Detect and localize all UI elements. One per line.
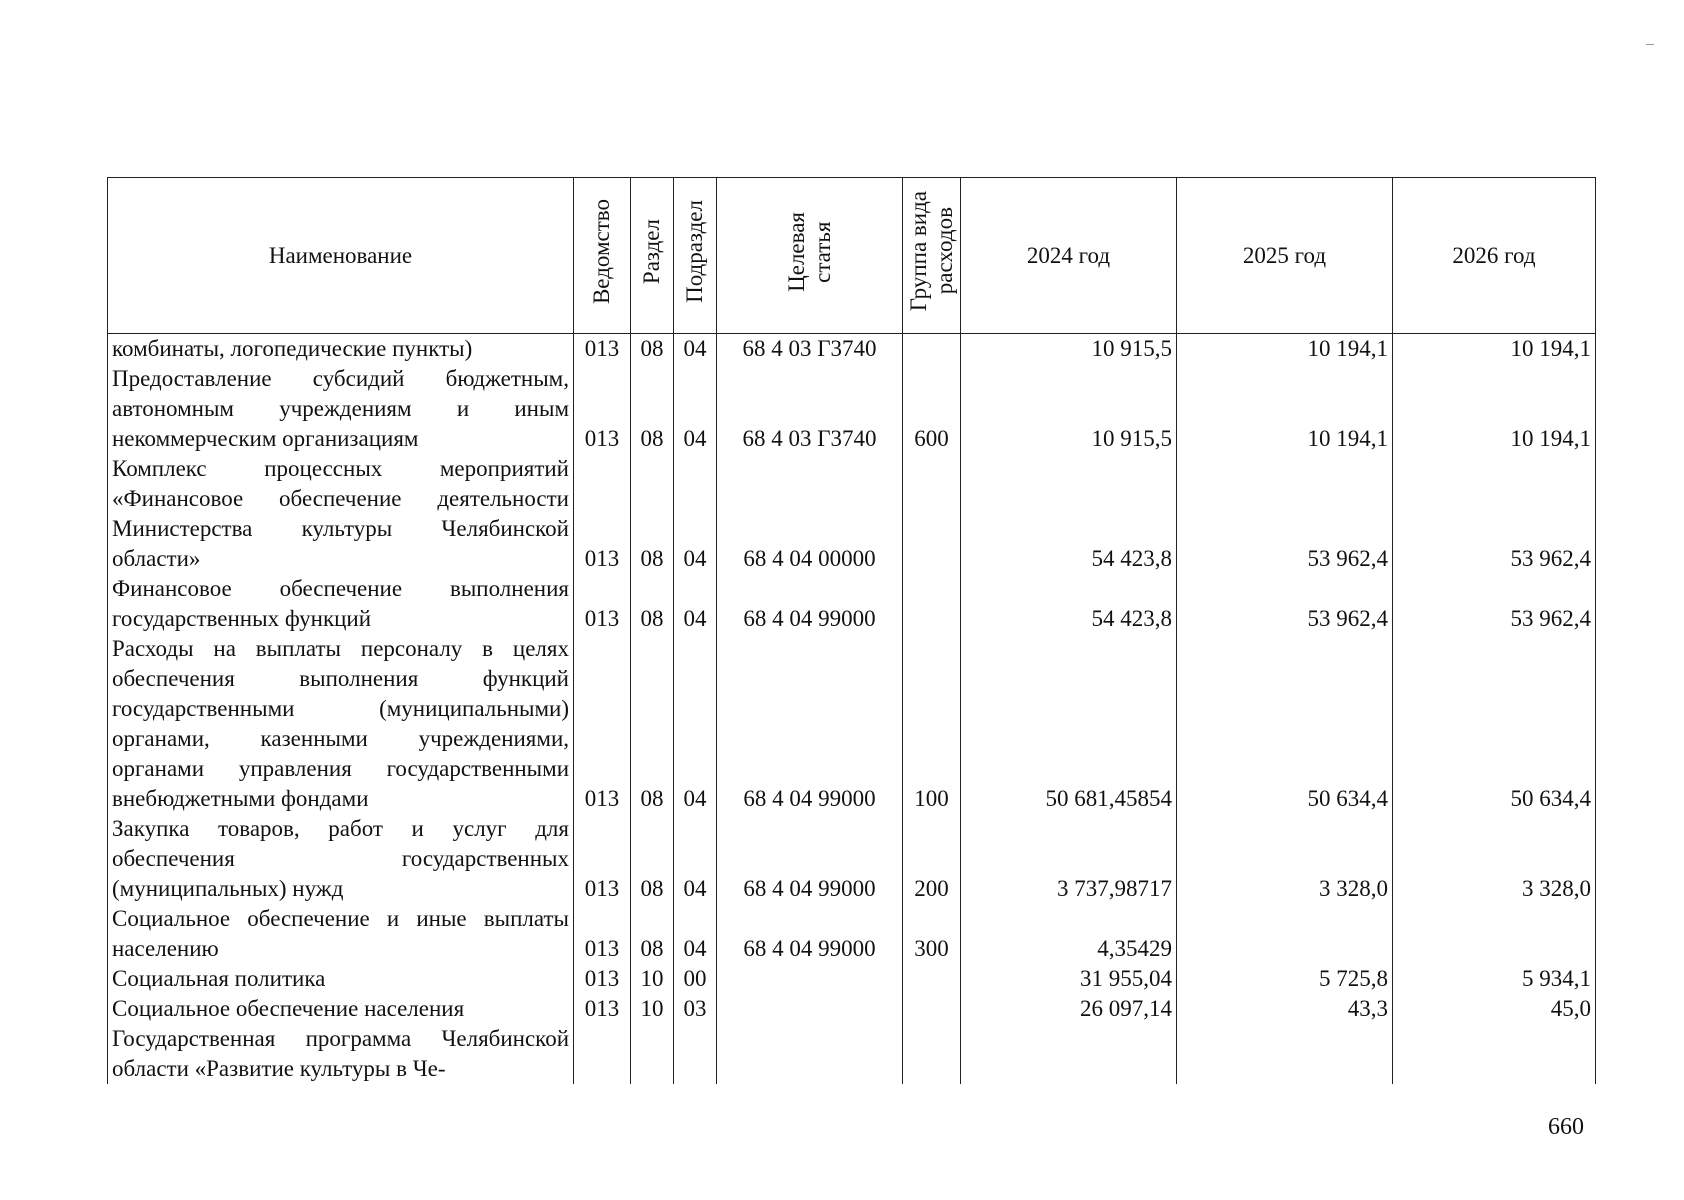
row-ved: 013	[574, 454, 631, 574]
row-podrazdel: 04	[674, 454, 717, 574]
row-podrazdel: 04	[674, 814, 717, 904]
row-2024: 54 423,8	[961, 574, 1177, 634]
row-target	[717, 964, 903, 994]
row-target: 68 4 04 99000	[717, 574, 903, 634]
row-name: комбинаты, логопедические пункты)	[108, 334, 574, 365]
row-2025: 5 725,8	[1177, 964, 1393, 994]
row-target: 68 4 04 99000	[717, 634, 903, 814]
header-target: Целевая статья	[717, 178, 903, 334]
row-2024: 31 955,04	[961, 964, 1177, 994]
row-name: Социальное обеспечение населения	[108, 994, 574, 1024]
row-podrazdel	[674, 1024, 717, 1084]
row-group: 200	[903, 814, 961, 904]
row-name: Предоставление субсидий бюджетным, автономным учреждениям и иным некоммерческим организациям	[108, 364, 574, 454]
row-group	[903, 964, 961, 994]
row-razdel: 08	[631, 364, 674, 454]
header-razdel: Раздел	[631, 178, 674, 334]
row-2024: 50 681,45854	[961, 634, 1177, 814]
row-podrazdel: 04	[674, 634, 717, 814]
header-vedomstvo: Ведомство	[574, 178, 631, 334]
row-2026: 3 328,0	[1393, 814, 1596, 904]
row-target: 68 4 04 99000	[717, 814, 903, 904]
row-2026: 45,0	[1393, 994, 1596, 1024]
row-ved: 013	[574, 364, 631, 454]
table-header-row	[108, 178, 1596, 334]
row-razdel: 08	[631, 634, 674, 814]
row-razdel: 08	[631, 334, 674, 365]
row-2025: 10 194,1	[1177, 364, 1393, 454]
row-podrazdel: 04	[674, 904, 717, 964]
row-podrazdel: 04	[674, 334, 717, 365]
row-ved: 013	[574, 994, 631, 1024]
row-group	[903, 574, 961, 634]
row-2025: 53 962,4	[1177, 454, 1393, 574]
header-2024: 2024 год	[961, 178, 1177, 334]
table-row	[108, 1024, 1596, 1084]
row-2025	[1177, 1024, 1393, 1084]
row-name: Социальная политика	[108, 964, 574, 994]
table-row	[108, 904, 1596, 964]
row-ved: 013	[574, 574, 631, 634]
row-target: 68 4 03 Г3740	[717, 334, 903, 365]
row-2024: 26 097,14	[961, 994, 1177, 1024]
row-razdel: 08	[631, 904, 674, 964]
row-group: 100	[903, 634, 961, 814]
row-ved: 013	[574, 814, 631, 904]
row-ved	[574, 1024, 631, 1084]
row-2025	[1177, 904, 1393, 964]
table-row	[108, 454, 1596, 574]
row-target	[717, 1024, 903, 1084]
row-2025: 53 962,4	[1177, 574, 1393, 634]
row-2025: 3 328,0	[1177, 814, 1393, 904]
row-2026: 53 962,4	[1393, 574, 1596, 634]
row-group: 600	[903, 364, 961, 454]
row-podrazdel: 00	[674, 964, 717, 994]
row-2025: 50 634,4	[1177, 634, 1393, 814]
row-group	[903, 334, 961, 365]
header-podrazdel: Подраздел	[674, 178, 717, 334]
row-razdel: 10	[631, 994, 674, 1024]
row-2025: 43,3	[1177, 994, 1393, 1024]
header-group: Группа вида расходов	[903, 178, 961, 334]
row-2024: 10 915,5	[961, 334, 1177, 365]
row-target: 68 4 04 99000	[717, 904, 903, 964]
table-row	[108, 574, 1596, 634]
row-podrazdel: 04	[674, 364, 717, 454]
row-target	[717, 994, 903, 1024]
row-ved: 013	[574, 964, 631, 994]
row-name: Государственная программа Челябинской области «Развитие культуры в Че-	[108, 1024, 574, 1084]
row-2024: 10 915,5	[961, 364, 1177, 454]
row-2024	[961, 1024, 1177, 1084]
row-razdel: 10	[631, 964, 674, 994]
row-2024: 4,35429	[961, 904, 1177, 964]
row-2026	[1393, 904, 1596, 964]
row-2026: 10 194,1	[1393, 364, 1596, 454]
row-2026: 53 962,4	[1393, 454, 1596, 574]
row-group	[903, 994, 961, 1024]
row-group	[903, 1024, 961, 1084]
row-podrazdel: 03	[674, 994, 717, 1024]
row-name: Расходы на выплаты персоналу в целях обеспечения выполнения функций государственными (муниципальными) органами, казенными учреждениями, органами управления государственными внебюджетными фондами	[108, 634, 574, 814]
row-name: Закупка товаров, работ и услуг для обеспечения государственных (муниципальных) нужд	[108, 814, 574, 904]
row-podrazdel: 04	[674, 574, 717, 634]
row-2026: 10 194,1	[1393, 334, 1596, 365]
row-2026: 50 634,4	[1393, 634, 1596, 814]
row-group	[903, 454, 961, 574]
table-row	[108, 364, 1596, 454]
row-razdel: 08	[631, 574, 674, 634]
page-number: 660	[1548, 1114, 1584, 1140]
row-group: 300	[903, 904, 961, 964]
header-2026: 2026 год	[1393, 178, 1596, 334]
row-target: 68 4 04 00000	[717, 454, 903, 574]
table-row	[108, 634, 1596, 814]
row-razdel	[631, 1024, 674, 1084]
row-ved: 013	[574, 334, 631, 365]
row-ved: 013	[574, 634, 631, 814]
row-name: Комплекс процессных мероприятий «Финансовое обеспечение деятельности Министерства культуры Челябинской области»	[108, 454, 574, 574]
row-2025: 10 194,1	[1177, 334, 1393, 365]
row-2026	[1393, 1024, 1596, 1084]
row-target: 68 4 03 Г3740	[717, 364, 903, 454]
row-name: Социальное обеспечение и иные выплаты населению	[108, 904, 574, 964]
scan-mark	[1646, 44, 1654, 45]
row-razdel: 08	[631, 454, 674, 574]
table-row	[108, 814, 1596, 904]
row-name: Финансовое обеспечение выполнения государственных функций	[108, 574, 574, 634]
row-ved: 013	[574, 904, 631, 964]
row-2024: 54 423,8	[961, 454, 1177, 574]
row-2024: 3 737,98717	[961, 814, 1177, 904]
table-row	[108, 964, 1596, 994]
table-row	[108, 334, 1596, 365]
table-row	[108, 994, 1596, 1024]
row-2026: 5 934,1	[1393, 964, 1596, 994]
row-razdel: 08	[631, 814, 674, 904]
header-2025: 2025 год	[1177, 178, 1393, 334]
header-name: Наименование	[108, 178, 574, 334]
budget-table	[107, 177, 1596, 1084]
